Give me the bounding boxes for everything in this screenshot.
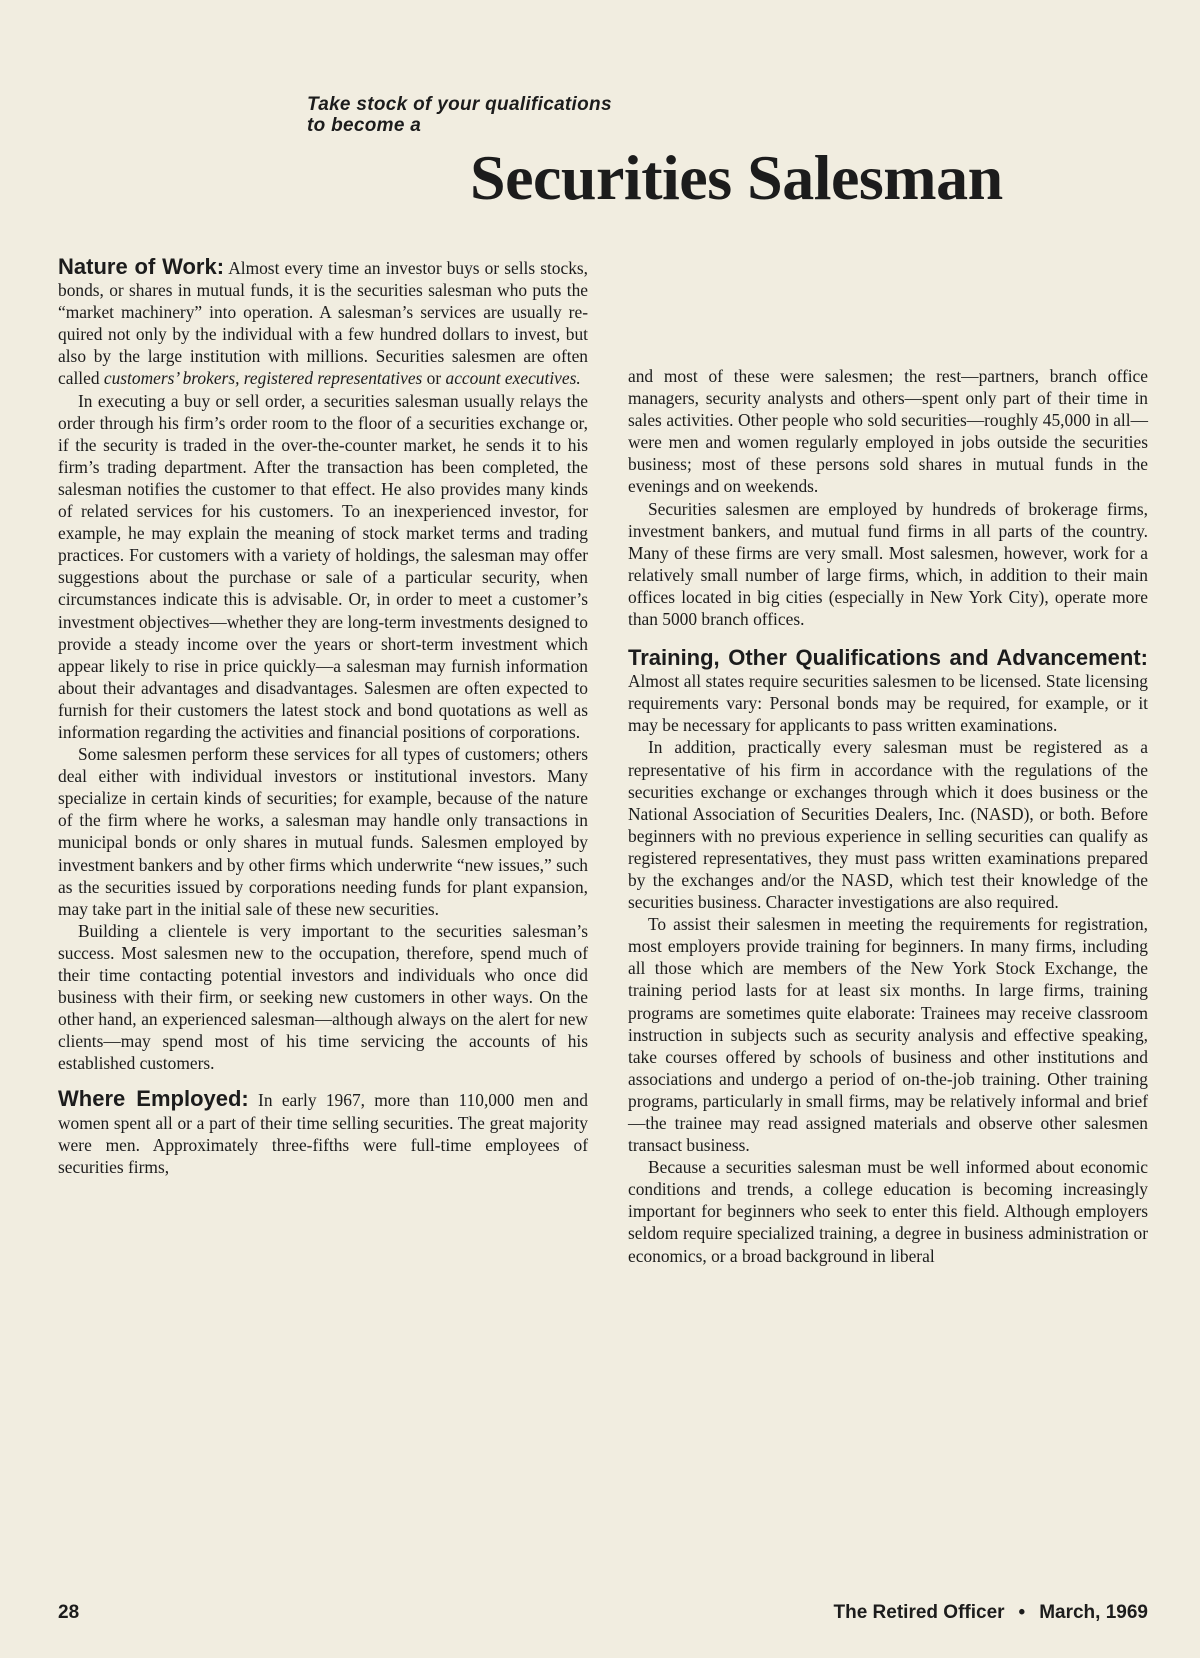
article-kicker [307,94,827,136]
nature-p1-term-1: customers’ brokers, registered representatives [103,368,423,389]
left-column [58,256,588,1178]
nature-p1-or: or [422,368,446,389]
nature-p1-text: Almost every time an investor buys or sells stocks, bonds, or shares in mutual funds, it is the securities salesman who puts the “market machinery” into operation. A salesman’s services are usually required not only by the individual with a few hundred dollars to invest, but also by the large institution with millions. Securities salesmen are often called [58,258,589,389]
where-employed-paragraph-1-continued: and most of these were salesmen; the rest—partners, branch office managers, security analysts and others—spent only part of their time in sales activities. Other people who sold securities—roughly 45,000 in all—were men and women regularly employed in jobs outside the securities business; most of these persons sold shares in mutual funds in the evenings and on weekends. [628,366,1148,497]
training-paragraph-4: Because a securities salesman must be well informed about economic conditions and trends, a college education is becoming increasingly important for beginners who seek to enter this field. Although employers seldom require specialized training, a degree in business administration or economics, or a broad background in liberal [628,1157,1148,1266]
where-employed-heading: Where Employed: [58,1086,249,1112]
nature-of-work-heading: Nature of Work: [58,254,225,279]
nature-p1-term-2: account executives. [445,368,581,389]
issue-date: March, 1969 [1039,1602,1148,1623]
article-title: Securities Salesman [470,142,1003,213]
training-heading: Training, Other Qualifications and Advancement: [628,645,1148,671]
kicker-line-2: to become a [307,115,422,136]
nature-of-work-paragraph-4: Building a clientele is very important to the securities salesman’s success. Most salesmen new to the occupation, therefore, spend much of their time contacting potential investors and individuals who once did business with their firm, or seeking new customers in other ways. On the other hand, an experienced salesman—although always on the alert for new clients—may spend most of his time servicing the accounts of his established customers. [58,920,588,1074]
publication-name: The Retired Officer [833,1602,1005,1623]
training-paragraph-1: Almost all states require securities salesmen to be licensed. State licensing requirements vary: Personal bonds may be required, for example, or it may be necessary for applicants to pass written examinations. [628,671,1148,736]
nature-of-work-paragraph-2: In executing a buy or sell order, a securities salesman usually relays the order through his firm’s order room to the floor of a securities exchange or, if the security is traded in the over-the-counter market, he sends it to his firm’s trading department. After the transaction has been completed, the salesman notifies the customer to that effect. He also provides many kinds of related services for his customers. To an inexperienced investor, for example, he may explain the meaning of stock market terms and trading practices. For customers with a variety of holdings, the salesman may offer suggestions about the purchase or sale of a particular security, when circumstances indicate this is advisable. Or, in order to meet a customer’s investment objectives—whether they are long-term investments designed to provide a steady income over the years or short-term investment which appear likely to rise in price quickly—a salesman may furnish information about their advantages and disadvantages. Salesmen are often expected to furnish for their customers the latest stock and bond quotations as well as information regarding the activities and financial positions of corporations. [58,390,588,742]
kicker-line-1: Take stock of your qualifications [307,94,612,115]
where-employed-paragraph-1 [58,1088,588,1177]
page-number: 28 [58,1602,80,1623]
training-paragraph-3: To assist their salesmen in meeting the requirements for registration, most employers provide training for beginners. In many firms, including all those which are members of the New York Stock Exchange, the training period lasts for at least six months. In large firms, training programs are sometimes quite elaborate: Trainees may receive classroom instruction in subjects such as security analysis and effective speaking, take courses offered by schools of business and other institutions and associations and undergo a period of on-the-job training. Other training programs, particularly in small firms, may be relatively informal and brief—the trainee may read assigned materials and observe other salesmen transact business. [628,914,1148,1156]
where-employed-paragraph-2: Securities salesmen are employed by hundreds of brokerage firms, investment bankers, and mutual fund firms in all parts of the country. Many of these firms are very small. Most salesmen, however, work for a relatively small number of large firms, which, in addition to their main offices located in big cities (especially in New York City), operate more than 5000 branch offices. [628,498,1148,630]
nature-of-work-paragraph-3: Some salesmen perform these services for all types of customers; others deal either with individual investors or institutional investors. Many specialize in certain kinds of securities; for example, because of the nature of the firm where he works, a salesman may handle only transactions in municipal bonds or only shares in mutual funds. Salesmen employed by investment bankers and by other firms which underwrite “new issues,” such as the securities issued by corporations needing funds for plant expansion, may take part in the initial sale of these new securities. [58,744,588,919]
nature-of-work-paragraph-1 [58,256,588,390]
footer-separator: • [1018,1602,1026,1623]
where-employed-p1-left: In early 1967, more than 110,000 men and women spent all or a part of their time selling securities. The great majority were men. Approximately three-fifths were full-time employees of securities firms, [58,1090,588,1177]
running-footer [834,1602,1149,1624]
training-paragraph-2: In addition, practically every salesman must be registered as a representative of his firm in accordance with the regulations of the securities exchange or exchanges through which it does business or the National Association of Securities Dealers, Inc. (NASD), or both. Before beginners with no previous experience in selling securities can qualify as registered representatives, they must pass written examinations prepared by the exchanges and/or the NASD, which test their knowledge of the securities business. Character investigations are also required. [628,737,1148,913]
right-column [628,365,1148,1267]
